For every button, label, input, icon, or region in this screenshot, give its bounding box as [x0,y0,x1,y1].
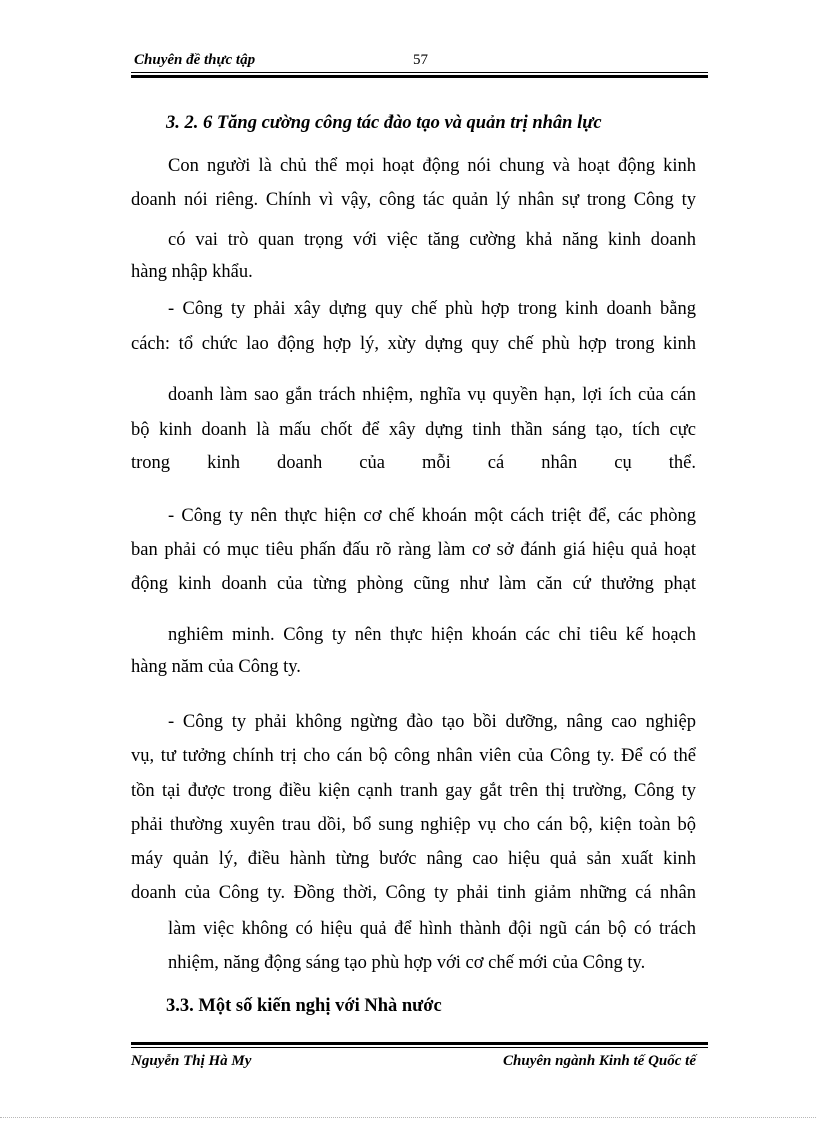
text-line: động kinh doanh của từng phòng cũng như làm căn cứ thưởng phạt [131,574,696,594]
text-line: - Công ty nên thực hiện cơ chế khoán một cách triệt để, các phòng [168,506,696,526]
footer-rule-thin [131,1047,708,1048]
text-line: doanh của Công ty. Đồng thời, Công ty phải tinh giảm những cá nhân [131,883,696,903]
text-line: vụ, tư tưởng chính trị cho cán bộ công nhân viên của Công ty. Để có thể [131,746,696,766]
subsection-heading: 3.3. Một số kiến nghị với Nhà nước [166,996,442,1016]
footer-author: Nguyễn Thị Hà My [131,1053,252,1069]
footer-major: Chuyên ngành Kinh tế Quốc tế [503,1053,696,1069]
text-line: cách: tổ chức lao động hợp lý, xừy dựng quy chế phù hợp trong kinh [131,334,696,354]
text-line: doanh làm sao gắn trách nhiệm, nghĩa vụ quyền hạn, lợi ích của cán [168,385,696,405]
text-line: Con người là chủ thể mọi hoạt động nói chung và hoạt động kinh [168,156,696,176]
text-line: nghiêm minh. Công ty nên thực hiện khoán các chỉ tiêu kế hoạch [168,625,696,645]
page-number: 57 [413,52,428,68]
text-line: trong kinh doanh của mỗi cá nhân cụ thể. [131,453,696,473]
footer-rule-thick [131,1042,708,1045]
text-line: - Công ty phải không ngừng đào tạo bồi dưỡng, nâng cao nghiệp [168,712,696,732]
header-title: Chuyên đề thực tập [134,52,256,68]
page-edge-dotted-line [0,1117,816,1118]
text-line: doanh nói riêng. Chính vì vậy, công tác quản lý nhân sự trong Công ty [131,190,696,210]
text-line: hàng năm của Công ty. [131,657,301,677]
text-line: hàng nhập khẩu. [131,262,253,282]
text-line: phải thường xuyên trau dồi, bổ sung nghiệp vụ cho cán bộ, kiện toàn bộ [131,815,696,835]
text-line: có vai trò quan trọng với việc tăng cường khả năng kinh doanh [168,230,696,250]
section-heading: 3. 2. 6 Tăng cường công tác đào tạo và quản trị nhân lực [166,113,602,133]
text-line: - Công ty phải xây dựng quy chế phù hợp trong kinh doanh bằng [168,299,696,319]
text-line: tồn tại được trong điều kiện cạnh tranh gay gắt trên thị trường, Công ty [131,781,696,801]
header-rule-thin [131,72,708,73]
text-line: nhiệm, năng động sáng tạo phù hợp với cơ chế mới của Công ty. [168,953,646,973]
text-line: làm việc không có hiệu quả để hình thành đội ngũ cán bộ có trách [168,919,696,939]
text-line: ban phải có mục tiêu phấn đấu rõ ràng làm cơ sở đánh giá hiệu quả hoạt [131,540,696,560]
text-line: máy quản lý, điều hành từng bước nâng cao hiệu quả sản xuất kinh [131,849,696,869]
text-line: bộ kinh doanh là mấu chốt để xây dựng tinh thần sáng tạo, tích cực [131,420,696,440]
header-rule-thick [131,75,708,78]
